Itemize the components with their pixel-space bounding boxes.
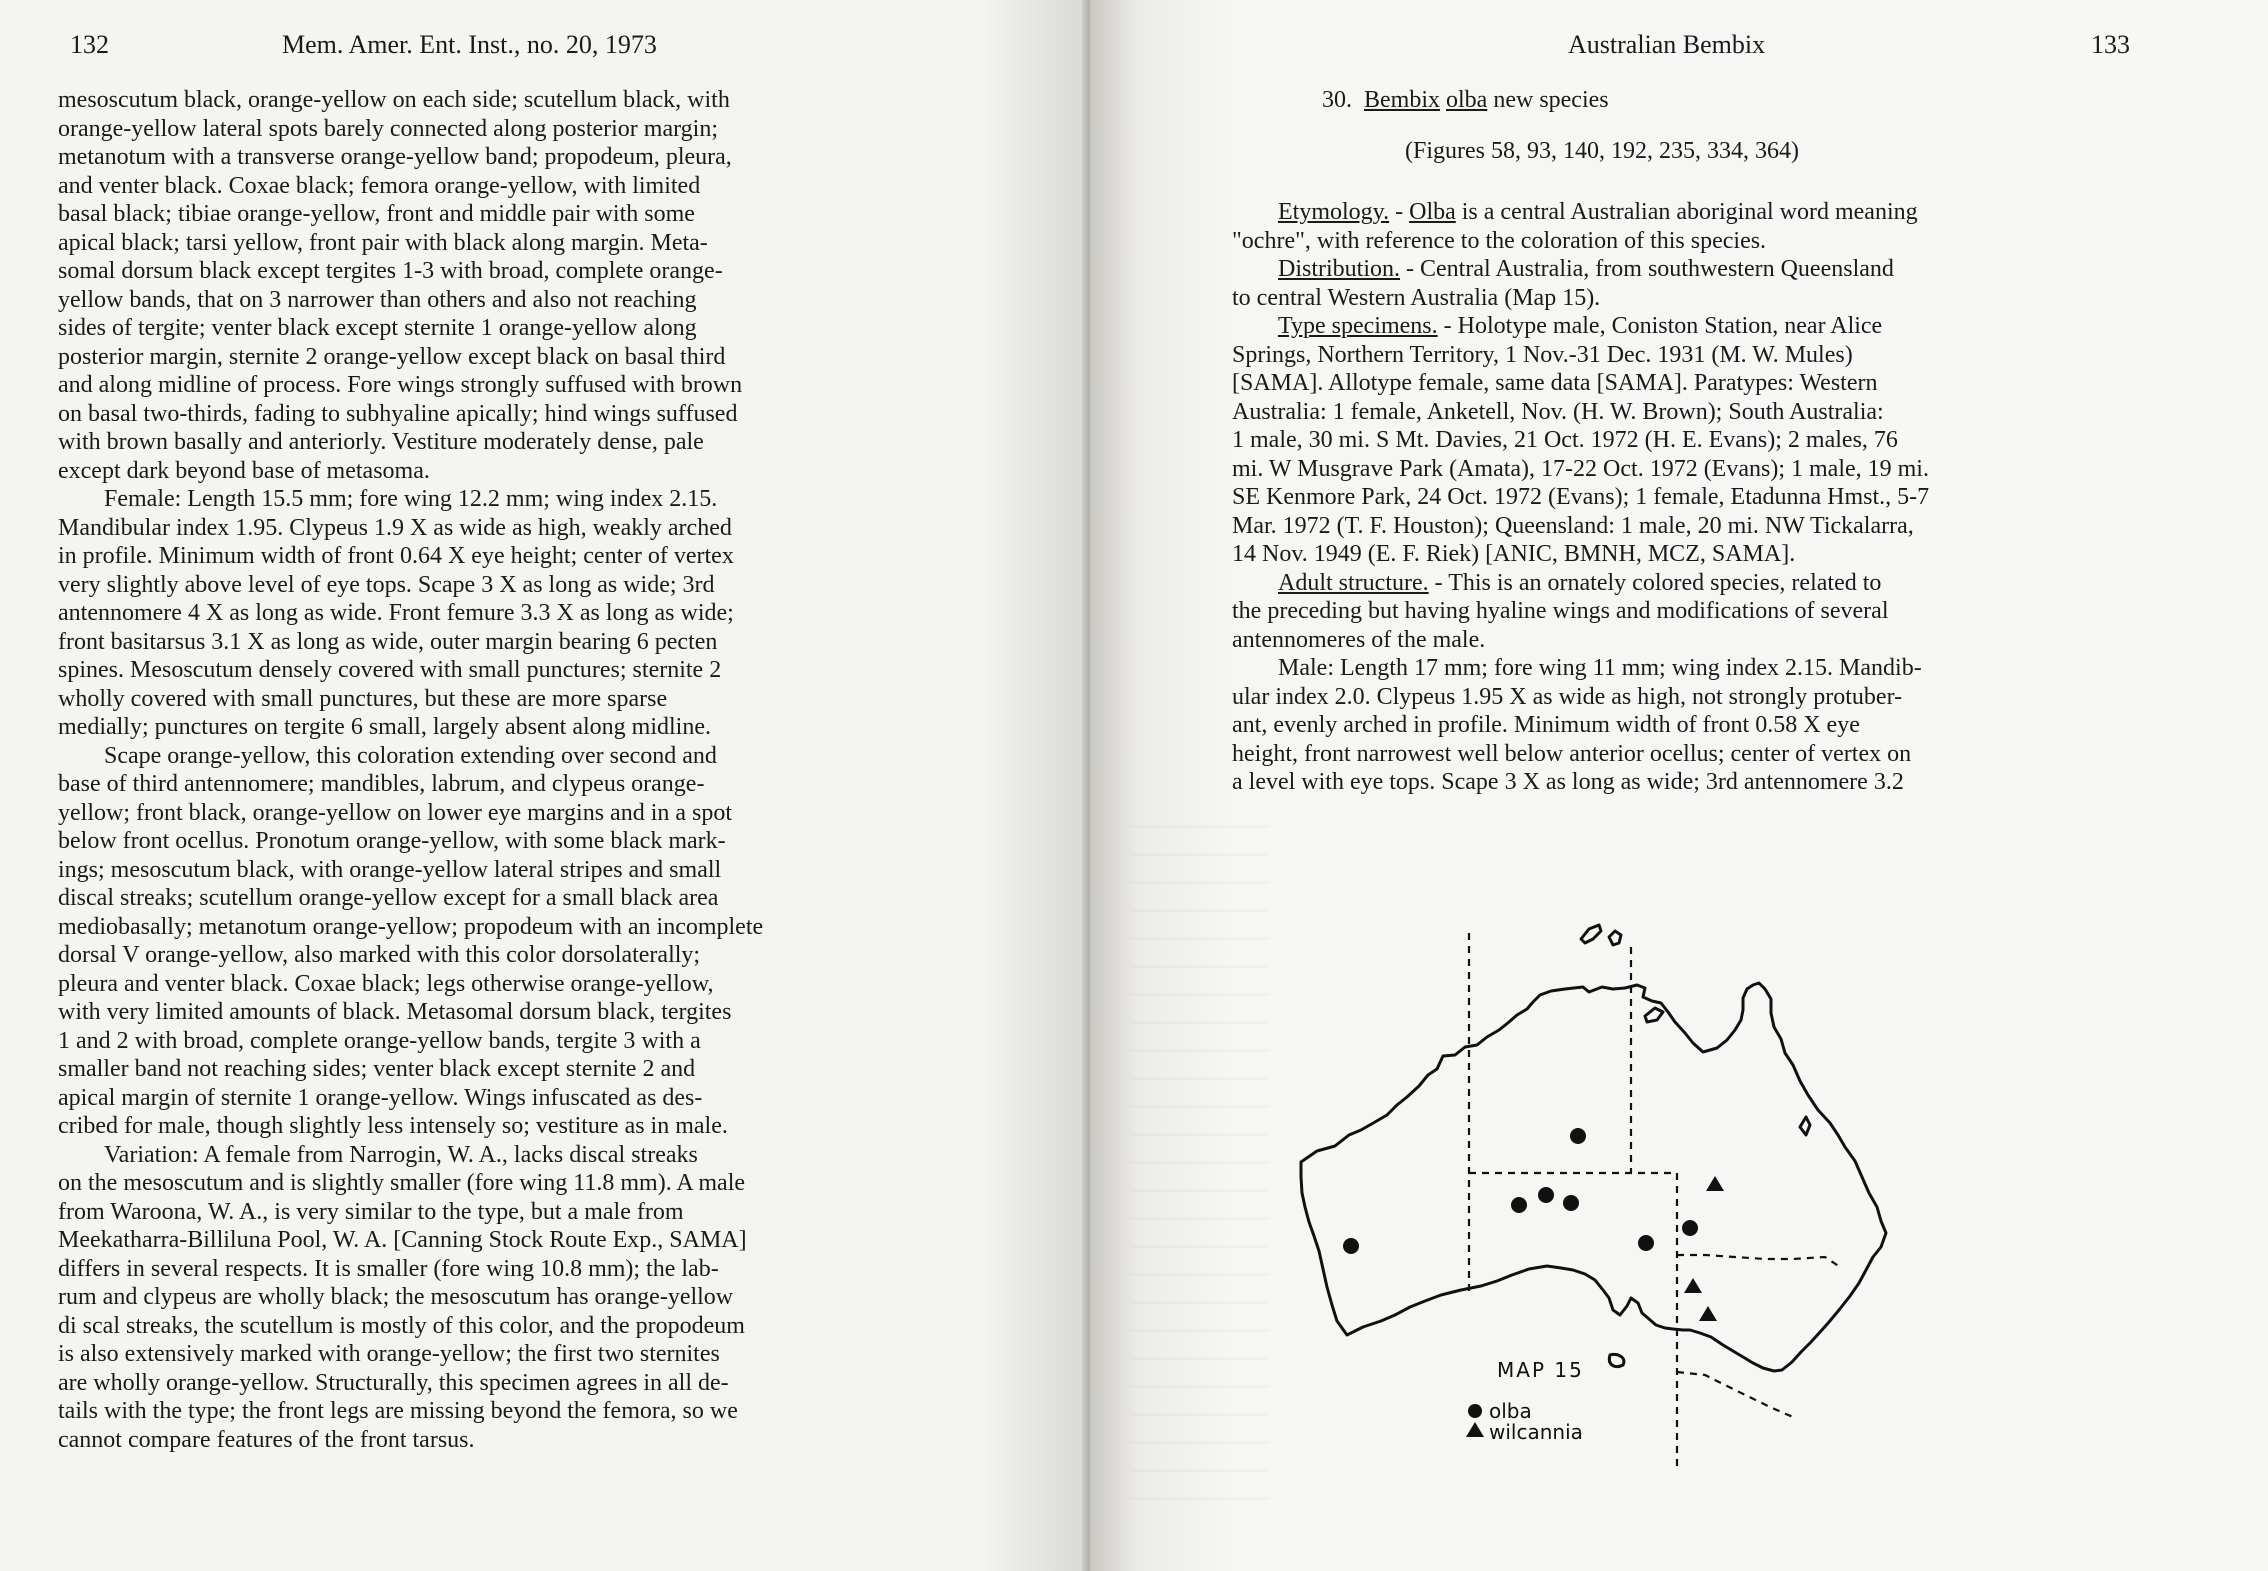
etymology-line-1: is a central Australian aboriginal word meaning (1461, 199, 1918, 225)
wilcannia-record-point (1684, 1278, 1702, 1293)
wilcannia-record-point (1699, 1306, 1717, 1321)
legend-triangle-icon (1466, 1422, 1484, 1437)
male-description-line: Male: Length 17 mm; fore wing 11 mm; wing index 2.15. Mandib- (1278, 655, 1922, 681)
type-specimens-line: 14 Nov. 1949 (E. F. Riek) [ANIC, BMNH, MCZ, SAMA]. (1232, 541, 1796, 567)
olba-record-point (1538, 1187, 1554, 1203)
left-text-line: are wholly orange-yellow. Structurally, this specimen agrees in all de- (58, 1369, 729, 1396)
distribution-map (1265, 815, 2135, 1490)
male-description-line: height, front narrowest well below anterior ocellus; center of vertex on (1232, 740, 1912, 767)
left-text-line: Scape orange-yellow, this coloration extending over second and (104, 742, 717, 769)
type-specimens-line: mi. W Musgrave Park (Amata), 17-22 Oct. 1972 (Evans); 1 male, 19 mi. (1232, 455, 1929, 482)
wilcannia-record-point (1706, 1176, 1724, 1191)
adult-structure-line-1: This is an ornately colored species, related to (1448, 569, 1882, 596)
left-text-line: Female: Length 15.5 mm; fore wing 12.2 mm; wing index 2.15. (104, 486, 718, 512)
qld-nsw-border (1677, 1255, 1840, 1267)
left-text-line: Variation: A female from Narrogin, W. A., lacks discal streaks (104, 1141, 698, 1168)
map-legend (1466, 1358, 1584, 1444)
type-specimens-line: Australia: 1 female, Anketell, Nov. (H. W. Brown); South Australia: (1232, 398, 1884, 425)
olba-records (1343, 1128, 1698, 1254)
left-text-line: di scal streaks, the scutellum is mostly of this color, and the propodeum (58, 1312, 745, 1339)
type-specimens-line: [SAMA]. Allotype female, same data [SAMA]. Paratypes: Western (1232, 370, 1878, 396)
left-text-line: mesoscutum black, orange-yellow on each side; scutellum black, with (58, 87, 730, 113)
type-specimens-line: Springs, Northern Territory, 1 Nov.-31 Dec. 1931 (M. W. Mules) (1232, 341, 1853, 368)
adult-structure-paragraph: Adult structure. - This is an ornately colored species, related to (1278, 569, 1882, 596)
left-text-line: in profile. Minimum width of front 0.64 X eye height; center of vertex (58, 543, 734, 569)
left-text-line: smaller band not reaching sides; venter black except sternite 2 and (58, 1056, 696, 1082)
bleed-through-texture (1130, 820, 1270, 1500)
left-text-line: mediobasally; metanotum orange-yellow; propodeum with an incomplete (58, 913, 764, 940)
species-status: new species (1493, 87, 1609, 113)
adult-structure-line: antennomeres of the male. (1232, 626, 1486, 653)
left-text-line: wholly covered with small punctures, but these are more sparse (58, 685, 668, 712)
left-text-line: from Waroona, W. A., is very similar to the type, but a male from (58, 1198, 684, 1225)
species-genus: Bembix (1364, 87, 1440, 113)
legend-wilcannia-label: wilcannia (1489, 1420, 1583, 1444)
etymology-line-2: "ochre", with reference to the coloration of this species. (1232, 227, 1767, 254)
left-text-line: apical margin of sternite 1 orange-yellow. Wings infuscated as des- (58, 1084, 703, 1111)
species-heading (1322, 86, 1609, 115)
olba-record-point (1570, 1128, 1586, 1144)
olba-record-point (1343, 1238, 1359, 1254)
distribution-line-2: to central Western Australia (Map 15). (1232, 284, 1601, 311)
left-text-line: front basitarsus 3.1 X as long as wide, outer margin bearing 6 pecten (58, 628, 718, 655)
left-paragraphs (58, 86, 763, 1454)
etymology-term: Olba (1409, 199, 1456, 225)
left-text-line: yellow bands, that on 3 narrower than others and also not reaching (58, 286, 697, 313)
left-text-line: ings; mesoscutum black, with orange-yellow lateral stripes and small (58, 856, 722, 883)
adult-structure-line: the preceding but having hyaline wings and modifications of several (1232, 598, 1889, 624)
figures-line: (Figures 58, 93, 140, 192, 235, 334, 364) (1405, 138, 1799, 164)
male-description-line: ant, evenly arched in profile. Minimum width of front 0.58 X eye (1232, 712, 1860, 738)
left-text-line: antennomere 4 X as long as wide. Front femure 3.3 X as long as wide; (58, 600, 734, 626)
left-text-line: base of third antennomere; mandibles, labrum, and clypeus orange- (58, 771, 705, 797)
left-text-line: sides of tergite; venter black except sternite 1 orange-yellow along (58, 315, 697, 341)
left-text-line: and venter black. Coxae black; femora orange-yellow, with limited (58, 172, 701, 199)
male-description-line: a level with eye tops. Scape 3 X as long as wide; 3rd antennomere 3.2 (1232, 769, 1904, 795)
species-number: 30. (1322, 87, 1352, 113)
left-text-line: somal dorsum black except tergites 1-3 with broad, complete orange- (58, 258, 723, 284)
left-text-line: with very limited amounts of black. Metasomal dorsum black, tergites (58, 999, 732, 1025)
olba-record-point (1682, 1220, 1698, 1236)
left-text-line: and along midline of process. Fore wings strongly suffused with brown (58, 372, 743, 398)
left-text-line: Meekatharra-Billiluna Pool, W. A. [Canning Stock Route Exp., SAMA] (58, 1227, 747, 1253)
type-specimens-line: SE Kenmore Park, 24 Oct. 1972 (Evans); 1 female, Etadunna Hmst., 5-7 (1232, 484, 1930, 510)
left-text-line: Mandibular index 1.95. Clypeus 1.9 X as wide as high, weakly arched (58, 514, 732, 541)
map-title: MAP 15 (1497, 1358, 1584, 1382)
left-text-line: cannot compare features of the front tarsus. (58, 1426, 475, 1453)
type-specimens-line: 1 male, 30 mi. S Mt. Davies, 21 Oct. 1972 (H. E. Evans); 2 males, 76 (1232, 427, 1898, 453)
left-text-line: posterior margin, sternite 2 orange-yellow except black on basal third (58, 343, 726, 370)
nsw-vic-border (1677, 1372, 1795, 1418)
olba-record-point (1511, 1197, 1527, 1213)
left-text-line: metanotum with a transverse orange-yellow band; propodeum, pleura, (58, 144, 732, 170)
type-specimens-line: Mar. 1972 (T. F. Houston); Queensland: 1 male, 20 mi. NW Tickalarra, (1232, 512, 1914, 539)
left-text-line: tails with the type; the front legs are missing beyond the femora, so we (58, 1398, 738, 1424)
type-specimens-paragraph: Type specimens. - Holotype male, Coniston Station, near Alice (1278, 313, 1883, 339)
left-body-text (58, 86, 763, 1454)
left-text-line: yellow; front black, orange-yellow on lower eye margins and in a spot (58, 799, 733, 826)
type-specimens-line-1: Holotype male, Coniston Station, near Alice (1457, 313, 1883, 339)
left-text-line: pleura and venter black. Coxae black; legs otherwise orange-yellow, (58, 970, 714, 997)
left-text-line: below front ocellus. Pronotum orange-yellow, with some black mark- (58, 828, 726, 854)
olba-record-point (1638, 1235, 1654, 1251)
right-body-text (1232, 198, 1929, 797)
type-specimens-label: Type specimens. (1278, 313, 1438, 339)
left-text-line: apical black; tarsi yellow, front pair with black along margin. Meta- (58, 229, 708, 256)
left-text-line: orange-yellow lateral spots barely connected along posterior margin; (58, 115, 718, 142)
right-running-head (1568, 30, 1765, 60)
left-text-line: spines. Mesoscutum densely covered with small punctures; sternite 2 (58, 657, 722, 683)
left-page (0, 0, 1090, 1571)
left-text-line: rum and clypeus are wholly black; the mesoscutum has orange-yellow (58, 1284, 734, 1310)
running-head-text: Australian Bembix (1568, 30, 1766, 59)
left-text-line: basal black; tibiae orange-yellow, front and middle pair with some (58, 201, 695, 227)
left-text-line: medially; punctures on tergite 6 small, largely absent along midline. (58, 714, 711, 740)
distribution-label: Distribution. (1278, 256, 1401, 282)
left-text-line: except dark beyond base of metasoma. (58, 457, 430, 484)
species-epithet: olba (1446, 87, 1488, 113)
left-page-number: 132 (70, 30, 109, 59)
right-page-number: 133 (2091, 30, 2130, 59)
distribution-line-1: Central Australia, from southwestern Queensland (1420, 256, 1894, 282)
australia-outline (1301, 925, 1886, 1371)
left-text-line: with brown basally and anteriorly. Vestiture moderately dense, pale (58, 429, 704, 455)
etymology-label: Etymology. (1278, 199, 1390, 225)
distribution-paragraph: Distribution. - Central Australia, from southwestern Queensland (1278, 256, 1894, 282)
legend-olba-label: olba (1489, 1399, 1532, 1423)
left-text-line: 1 and 2 with broad, complete orange-yellow bands, tergite 3 with a (58, 1027, 701, 1054)
left-text-line: is also extensively marked with orange-yellow; the first two sternites (58, 1341, 720, 1367)
olba-record-point (1563, 1195, 1579, 1211)
left-text-line: cribed for male, though slightly less intensely so; vestiture as in male. (58, 1113, 728, 1139)
left-text-line: on basal two-thirds, fading to subhyaline apically; hind wings suffused (58, 400, 738, 427)
wilcannia-records (1684, 1176, 1724, 1321)
legend-circle-icon (1468, 1404, 1482, 1418)
etymology-paragraph: Etymology. - Olba is a central Australian aboriginal word meaning (1278, 199, 1918, 225)
left-text-line: differs in several respects. It is smaller (fore wing 10.8 mm); the lab- (58, 1255, 719, 1282)
left-text-line: on the mesoscutum and is slightly smaller (fore wing 11.8 mm). A male (58, 1170, 746, 1196)
male-description-line: ular index 2.0. Clypeus 1.95 X as wide as high, not strongly protuber- (1232, 683, 1903, 710)
adult-structure-label: Adult structure. (1278, 569, 1429, 596)
left-text-line: discal streaks; scutellum orange-yellow except for a small black area (58, 885, 719, 911)
left-running-head: Mem. Amer. Ent. Inst., no. 20, 1973 (282, 30, 657, 59)
left-text-line: dorsal V orange-yellow, also marked with this color dorsolaterally; (58, 942, 701, 968)
left-text-line: very slightly above level of eye tops. Scape 3 X as long as wide; 3rd (58, 571, 715, 598)
